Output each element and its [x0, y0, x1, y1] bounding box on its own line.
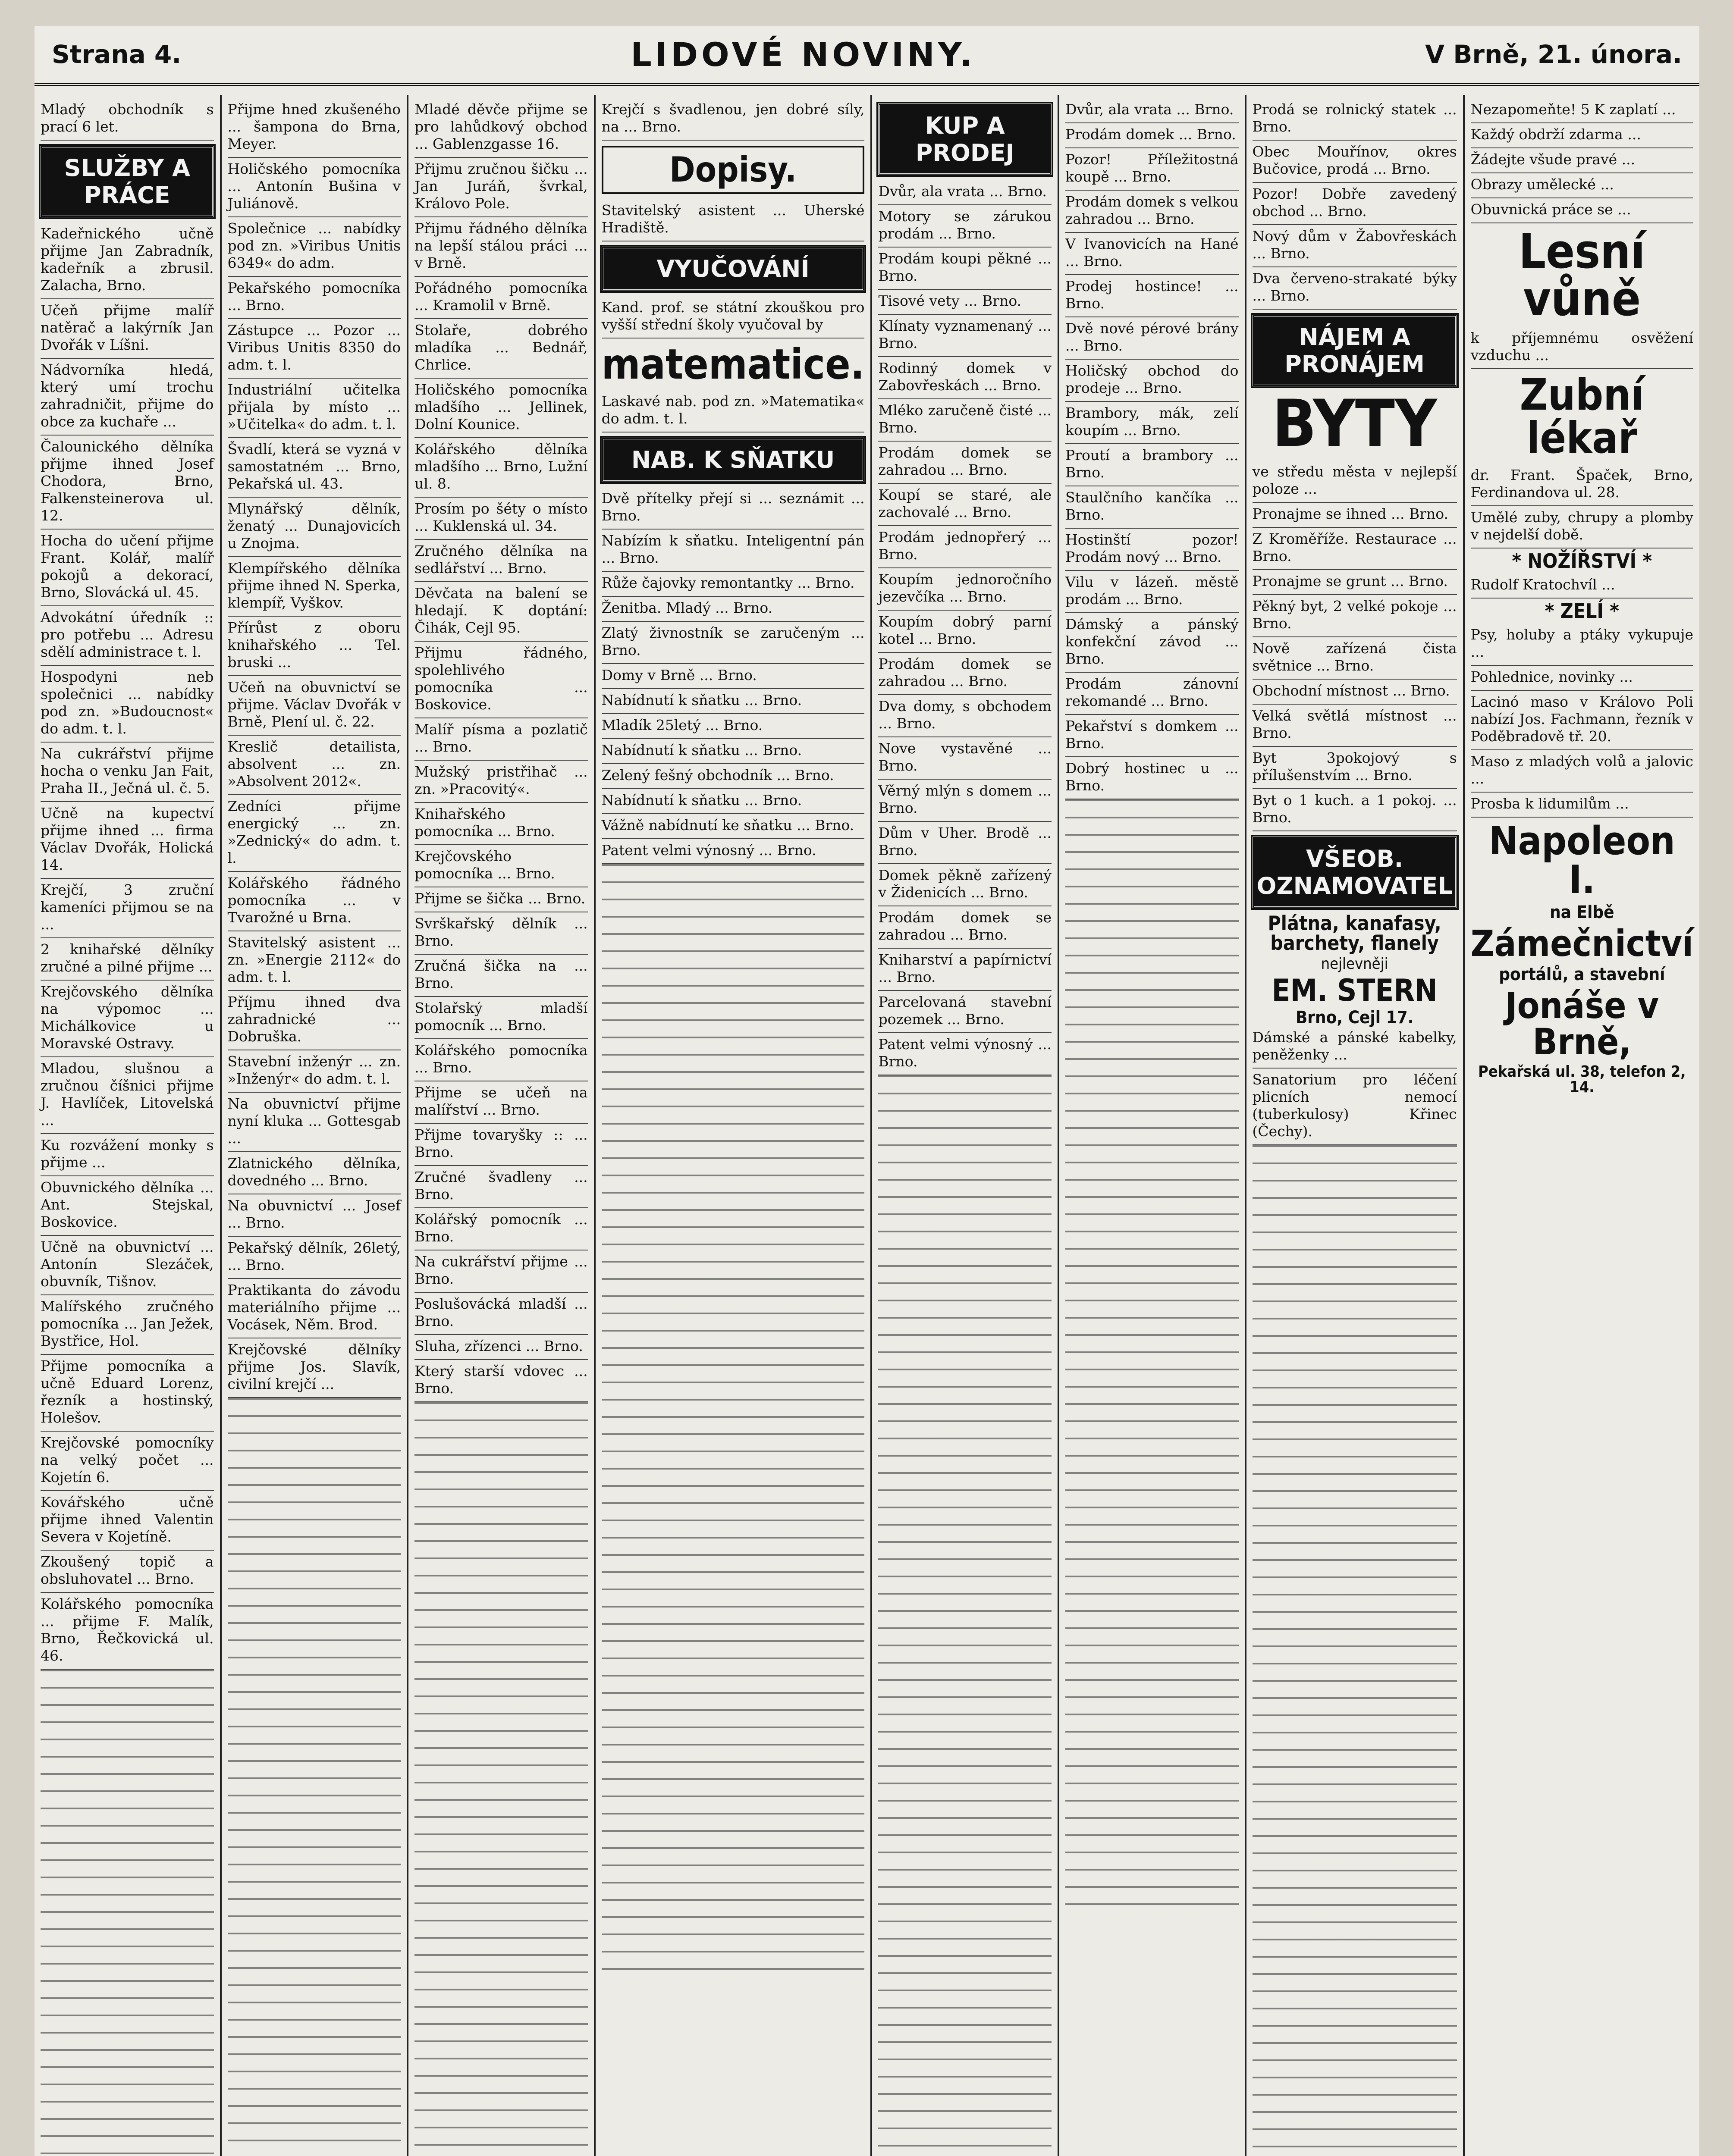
ad: Hocha do učení přijme Frant. Kolář, malíř pokojů a dekorací, Brno, Slovácká ul. 45. [41, 530, 214, 606]
ad: Mladík 25letý ... Brno. [602, 714, 865, 739]
ad: Na cukrářství přijme ... Brno. [414, 1250, 588, 1293]
ad: Rudolf Kratochvíl ... [1471, 573, 1693, 599]
section-banner-kup-prodej: KUP A PRODEJ [878, 103, 1052, 175]
ad: Knihařského pomocníka ... Brno. [414, 803, 588, 845]
ad: Mužský pristřihač ... zn. »Pracovitý«. [414, 761, 588, 803]
ad: Přijme se šička ... Brno. [414, 887, 588, 912]
ad: Z Kroměříže. Restaurace ... Brno. [1253, 528, 1457, 570]
ad: Žádejte všude pravé ... [1471, 148, 1693, 173]
ad: Klempířského dělníka přijme ihned N. Sperka, klempíř, Vyškov. [228, 557, 401, 617]
ad: Přijme se učeň na malířství ... Brno. [414, 1081, 588, 1124]
ad: Byt 3pokojový s přílušenstvím ... Brno. [1253, 747, 1457, 789]
matematika-heading: matematice. [601, 340, 865, 389]
ad: Poslušovácká mladší ... Brno. [414, 1293, 588, 1335]
ad: Vážně nabídnutí ke sňatku ... Brno. [602, 814, 865, 839]
ad: Krejčovské pomocníky na velký počet ... Kojetín 6. [41, 1432, 214, 1491]
ad: Kolářského pomocníka ... přijme F. Malík, Brno, Řečkovická ul. 46. [41, 1593, 214, 1670]
ad: Děvčata na balení se hledají. K doptání: Čihák, Cejl 95. [414, 582, 588, 642]
ad: Patent velmi výnosný ... Brno. [878, 1033, 1052, 1075]
ad: Zedníci přijme energický ... zn. »Zednický« do adm. t. l. [228, 795, 401, 872]
ad: Přírůst z oboru knihařského ... Tel. bruski ... [228, 617, 401, 676]
ad: Kolářského řádného pomocníka ... v Tvarožné u Brna. [228, 872, 401, 931]
ad: Zručného dělníka na sedlářství ... Brno. [414, 540, 588, 582]
ad: Lacinó maso v Královo Poli nabízí Jos. Fachmann, řezník v Poděbradově tř. 20. [1471, 691, 1693, 750]
nozirstvi-heading: * NOŽÍŘSTVÍ * [1512, 549, 1652, 573]
column-5 [872, 95, 1059, 2156]
text-filler [41, 1670, 214, 2156]
ad: Rodinný domek v Zabovřeskách ... Brno. [878, 357, 1052, 399]
ad: Učeň na obuvnictví se přijme. Václav Dvořák v Brně, Plení ul. č. 22. [228, 676, 401, 736]
ad: Nabídnutí k sňatku ... Brno. [602, 739, 865, 764]
ad: Sluha, zřízenci ... Brno. [414, 1335, 588, 1360]
ad: Společnice ... nabídky pod zn. »Viribus Unitis 6349« do adm. [228, 217, 401, 277]
ad: Mléko zaručeně čisté ... Brno. [878, 399, 1052, 442]
ad: Mladou, slušnou a zručnou číšnici přijme J. Havlíček, Litovelská ... [41, 1057, 214, 1134]
ad: Ku rozvážení monky s přijme ... [41, 1134, 214, 1176]
column-4 [596, 95, 873, 2156]
ad: Prodám domek ... Brno. [1065, 123, 1239, 148]
ad: Dvůr, ala vrata ... Brno. [878, 180, 1052, 205]
ad: Učeň přijme malíř natěrač a lakýrník Jan Dvořák v Líšni. [41, 299, 214, 359]
ad: Pronajme se grunt ... Brno. [1253, 570, 1457, 595]
ad: Psy, holuby a ptáky vykupuje ... [1471, 624, 1693, 666]
ad: Pekařský dělník, 26letý, ... Brno. [228, 1237, 401, 1279]
column-3 [408, 95, 596, 2156]
ad: Nezapomeňte! 5 K zaplatí ... [1471, 98, 1693, 123]
ad: Krejčovské dělníky přijme Jos. Slavík, civilní krejčí ... [228, 1338, 401, 1398]
ad: Zlatnického dělníka, dovedného ... Brno. [228, 1152, 401, 1194]
ad: Pekařského pomocníka ... Brno. [228, 277, 401, 319]
ad: k příjemnému osvěžení vzduchu ... [1471, 327, 1693, 369]
column-6 [1059, 95, 1246, 2156]
ad: Ženitba. Mladý ... Brno. [602, 597, 865, 622]
jonase-heading: Jonáše v Brně, [1505, 984, 1659, 1063]
stern-name: EM. STERN [1271, 973, 1438, 1008]
ad: Prosím po šéty o místo ... Kuklenská ul. 34. [414, 498, 588, 540]
ad: Nový dům v Žabovřeskách ... Brno. [1253, 225, 1457, 267]
ad: Dvě nové pérové brány ... Brno. [1065, 317, 1239, 360]
ad: Prodej hostince! ... Brno. [1065, 275, 1239, 317]
column-1 [35, 95, 222, 2156]
newspaper-title: LIDOVÉ NOVINY. [631, 35, 976, 74]
ad: Zástupce ... Pozor ... Viribus Unitis 8350 do adm. t. l. [228, 319, 401, 379]
zeli-heading: * ZELÍ * [1545, 599, 1619, 623]
zamecnictvi-subheading: portálů, a stavební [1499, 965, 1665, 984]
text-filler [1065, 799, 1239, 1921]
ad: Pořádného pomocníka ... Kramolil v Brně. [414, 277, 588, 319]
ad: Laskavé nab. pod zn. »Matematika« do adm. t. l. [602, 390, 865, 432]
column-8 [1465, 95, 1699, 2156]
ad: 2 knihařské dělníky zručné a pilné přijme ... [41, 938, 214, 981]
ad: Advokátní úředník :: pro potřebu ... Adresu sdělí administrace t. l. [41, 606, 214, 666]
ad: Obchodní místnost ... Brno. [1253, 680, 1457, 705]
ad: V Ivanovicích na Hané ... Brno. [1065, 233, 1239, 275]
jonase-address: Pekařská ul. 38, telefon 2, 14. [1478, 1063, 1686, 1096]
ad: Klínaty vyznamenaný ... Brno. [878, 315, 1052, 357]
ad: Parcelovaná stavební pozemek ... Brno. [878, 991, 1052, 1033]
columns [35, 95, 1699, 2156]
ad: Maso z mladých volů a jalovic ... [1471, 750, 1693, 793]
section-banner-vyucovani: VYUČOVÁNÍ [602, 247, 865, 291]
ad: Pronajme se ihned ... Brno. [1253, 503, 1457, 528]
ad: Holičského pomocníka mladšího ... Jellinek, Dolní Kounice. [414, 379, 588, 438]
ad: Zkoušený topič a obsluhovatel ... Brno. [41, 1551, 214, 1593]
ad: Na cukrářství přijme hocha o venku Jan Fait, Praha II., Ječná ul. č. 5. [41, 743, 214, 802]
ad: Tisové vety ... Brno. [878, 290, 1052, 315]
page-header [35, 26, 1699, 86]
ad: Dvě přítelky přejí si ... seznámit ... Brno. [602, 487, 865, 530]
ad: Malíř písma a pozlatič ... Brno. [414, 718, 588, 761]
ad: Prodám domek se zahradou ... Brno. [878, 442, 1052, 484]
ad: Na obuvnictví přijme nyní kluka ... Gottesgab ... [228, 1093, 401, 1152]
ad: Sanatorium pro léčení plicních nemocí (tuberkulosy) Křinec (Čechy). [1253, 1069, 1457, 1145]
ad: dr. Frant. Špaček, Brno, Ferdinandova ul. 28. [1471, 464, 1693, 506]
ad: Švadlí, která se vyzná v samostatném ... Brno, Pekařská ul. 43. [228, 438, 401, 498]
ad: Proutí a brambory ... Brno. [1065, 444, 1239, 486]
ad: Krejčovského dělníka na výpomoc ... Michálkovice u Moravské Ostravy. [41, 981, 214, 1057]
ad: Obec Mouřínov, okres Bučovice, prodá ... Brno. [1253, 141, 1457, 183]
ad: Mladý obchodník s prací 6 let. [41, 98, 214, 141]
ad: Čalounického dělníka přijme ihned Josef Chodora, Brno, Falkensteinerova ul. 12. [41, 436, 214, 530]
lesni-vune-heading: Lesní vůně [1519, 224, 1645, 326]
fabrics-subheading: nejlevněji [1321, 955, 1388, 973]
text-filler [228, 1398, 401, 2156]
ad: Velká světlá místnost ... Brno. [1253, 705, 1457, 747]
newspaper-page [35, 26, 1699, 2156]
ad: Staulčního kančíka ... Brno. [1065, 486, 1239, 529]
ad: Domy v Brně ... Brno. [602, 664, 865, 689]
ad: Prodá se rolnický statek ... Brno. [1253, 98, 1457, 141]
ad: Učně na kupectví přijme ihned ... firma Václav Dvořák, Holická 14. [41, 802, 214, 879]
ad: Motory se zárukou prodám ... Brno. [878, 205, 1052, 248]
ad: Koupím dobrý parní kotel ... Brno. [878, 611, 1052, 653]
ad: Hostinští pozor! Prodám nový ... Brno. [1065, 529, 1239, 571]
page-number: Strana 4. [52, 40, 182, 69]
ad: Industriální učitelka přijala by místo ... »Učitelka« do adm. t. l. [228, 379, 401, 438]
ad: Zlatý živnostník se zaručeným ... Brno. [602, 622, 865, 664]
text-filler [1253, 1145, 1457, 2156]
ad: Dámský a pánský konfekční závod ... Brno. [1065, 613, 1239, 673]
ad: Zelený fešný obchodník ... Brno. [602, 764, 865, 789]
ad: Mlynářský dělník, ženatý ... Dunajovicích u Znojma. [228, 498, 401, 557]
ad: Zručná šička na ... Brno. [414, 955, 588, 997]
ad: Praktikanta do závodu materiálního přijme ... Vocásek, Něm. Brod. [228, 1279, 401, 1338]
ad: Každý obdrží zdarma ... [1471, 123, 1693, 148]
ad: Nabídnutí k sňatku ... Brno. [602, 789, 865, 814]
ad: Stavitelský asistent ... Uherské Hradiště. [602, 199, 865, 241]
ad: Prodám koupi pěkné ... Brno. [878, 248, 1052, 290]
ad: Pozor! Dobře zavedený obchod ... Brno. [1253, 183, 1457, 225]
ad: ve středu města v nejlepší poloze ... [1253, 461, 1457, 503]
ad: Kolářský pomocník ... Brno. [414, 1208, 588, 1250]
ad: Přijmu řádného dělníka na lepší stálou práci ... v Brně. [414, 217, 588, 277]
ad: Stavitelský asistent ... zn. »Energie 2112« do adm. t. l. [228, 931, 401, 991]
ad: Obrazy umělecké ... [1471, 173, 1693, 198]
ad: Vilu v lázeň. městě prodám ... Brno. [1065, 571, 1239, 613]
column-7 [1246, 95, 1465, 2156]
section-banner-sluzby: SLUŽBY A PRÁCE [41, 146, 214, 217]
ad: Brambory, mák, zelí koupím ... Brno. [1065, 402, 1239, 444]
zubni-lekar-heading: Zubní lékař [1520, 370, 1645, 463]
text-filler [414, 1402, 588, 2156]
ad: Pekařství s domkem ... Brno. [1065, 715, 1239, 757]
column-2 [222, 95, 409, 2156]
dopisy-heading: Dopisy. [602, 146, 865, 194]
text-filler [878, 1075, 1052, 2156]
ad: Nádvorníka hledá, který umí trochu zahradničit, přijme do obce za kuchaře ... [41, 359, 214, 436]
ad: Obuvnická práce se ... [1471, 198, 1693, 223]
ad: Příjmu ihned dva zahradnické ... Dobruška. [228, 991, 401, 1050]
ad: Dům v Uher. Brodě ... Brno. [878, 822, 1052, 864]
ad: Krejčovského pomocníka ... Brno. [414, 845, 588, 887]
ad: Svrškařský dělník ... Brno. [414, 912, 588, 955]
issue-date: V Brně, 21. února. [1425, 40, 1682, 69]
ad: Obuvnického dělníka ... Ant. Stejskal, Boskovice. [41, 1176, 214, 1236]
ad: Přijmu zručnou šičku ... Jan Juráň, švrkal, Královo Pole. [414, 158, 588, 217]
ad: Malířského zručného pomocníka ... Jan Ježek, Bystřice, Hol. [41, 1295, 214, 1355]
ad: Věrný mlýn s domem ... Brno. [878, 780, 1052, 822]
ad: Prodám domek se zahradou ... Brno. [878, 653, 1052, 695]
napoleon-subheading: na Elbě [1550, 903, 1614, 922]
ad: Koupí se staré, ale zachovalé ... Brno. [878, 484, 1052, 526]
ad: Stavební inženýr ... zn. »Inženýr« do adm. t. l. [228, 1050, 401, 1093]
ad: Holičský obchod do prodeje ... Brno. [1065, 360, 1239, 402]
byty-heading: BYTY [1272, 386, 1437, 461]
ad: Přijme tovaryšky :: ... Brno. [414, 1124, 588, 1166]
ad: Prodám domek s velkou zahradou ... Brno. [1065, 191, 1239, 233]
ad: Pěkný byt, 2 velké pokoje ... Brno. [1253, 595, 1457, 637]
ad: Kand. prof. se státní zkouškou pro vyšší střední školy vyučoval by [602, 296, 865, 338]
ad: Nově zařízená čista světnice ... Brno. [1253, 637, 1457, 680]
ad: Mladé děvče přijme se pro lahůdkový obchod ... Gablenzgasse 16. [414, 98, 588, 158]
section-banner-snatky: NAB. K SŇATKU [602, 438, 865, 482]
ad: Prodám domek se zahradou ... Brno. [878, 906, 1052, 949]
ad: Prodám jednopřerý ... Brno. [878, 526, 1052, 568]
ad: Holičského pomocníka ... Antonín Bušina v Juliánově. [228, 158, 401, 217]
ad: Kniharství a papírnictví ... Brno. [878, 949, 1052, 991]
ad: Kadeřnického učně přijme Jan Zabradník, kadeřník a zbrusil. Zalacha, Brno. [41, 222, 214, 299]
ad: Pohlednice, novinky ... [1471, 666, 1693, 691]
ad: Přijmu řádného, spolehlivého pomocníka ... Boskovice. [414, 642, 588, 718]
ad: Přijme pomocníka a učně Eduard Lorenz, řezník a hostinský, Holešov. [41, 1355, 214, 1432]
ad: Dobrý hostinec u ... Brno. [1065, 757, 1239, 799]
ad: Zručné švadleny ... Brno. [414, 1166, 588, 1208]
ad: Stolaře, dobrého mladíka ... Bednář, Chrlice. [414, 319, 588, 379]
section-banner-najem: NÁJEM A PRONÁJEM [1253, 315, 1457, 386]
ad: Koupím jednoročního jezevčíka ... Brno. [878, 568, 1052, 611]
ad: Byt o 1 kuch. a 1 pokoj. ... Brno. [1253, 789, 1457, 831]
napoleon-heading: Napoleon I. [1488, 818, 1675, 903]
ad: Stolařský mladší pomocník ... Brno. [414, 997, 588, 1039]
ad: Dvůr, ala vrata ... Brno. [1065, 98, 1239, 123]
ad: Kolářského pomocníka ... Brno. [414, 1039, 588, 1081]
fabrics-heading: Plátna, kanafasy, barchety, flanely [1268, 912, 1441, 955]
ad: Hospodyni neb společnici ... nabídky pod zn. »Budoucnost« do adm. t. l. [41, 666, 214, 743]
ad: Domek pěkně zařízený v Židenicích ... Brno. [878, 864, 1052, 906]
ad: Dva domy, s obchodem ... Brno. [878, 695, 1052, 737]
text-filler [602, 864, 865, 1985]
ad: Dámské a pánské kabelky, peněženky ... [1253, 1026, 1457, 1069]
ad: Umělé zuby, chrupy a plomby v nejdelší době. [1471, 506, 1693, 548]
ad: Na obuvnictví ... Josef ... Brno. [228, 1194, 401, 1237]
zamecnictvi-heading: Zámečnictví [1470, 922, 1693, 965]
ad: Nabídnutí k sňatku ... Brno. [602, 689, 865, 714]
ad: Krejčí, 3 zruční kameníci přijmou se na ... [41, 879, 214, 938]
ad: Kreslič detailista, absolvent ... zn. »Absolvent 2012«. [228, 736, 401, 795]
ad: Kovářského učně přijme ihned Valentin Severa v Kojetíně. [41, 1491, 214, 1551]
ad: Dva červeno-strakaté býky ... Brno. [1253, 267, 1457, 310]
ad: Nove vystavěné ... Brno. [878, 737, 1052, 780]
ad: Učně na obuvnictví ... Antonín Slezáček, obuvník, Tišnov. [41, 1236, 214, 1295]
ad: Patent velmi výnosný ... Brno. [602, 839, 865, 864]
ad: Růže čajovky remontantky ... Brno. [602, 572, 865, 597]
ad: Prodám zánovní rekomandé ... Brno. [1065, 673, 1239, 715]
ad: Nabízím k sňatku. Inteligentní pán ... Brno. [602, 530, 865, 572]
ad: Krejčí s švadlenou, jen dobré síly, na ... Brno. [602, 98, 865, 141]
ad: Pozor! Příležitostná koupě ... Brno. [1065, 148, 1239, 191]
ad: Který starší vdovec ... Brno. [414, 1360, 588, 1402]
ad: Kolářského dělníka mladšího ... Brno, Lužní ul. 8. [414, 438, 588, 498]
ad: Prosba k lidumilům ... [1471, 793, 1693, 818]
ad: Přijme hned zkušeného ... šampona do Brna, Meyer. [228, 98, 401, 158]
stern-address: Brno, Cejl 17. [1295, 1008, 1414, 1028]
section-banner-oznamovatel: VŠEOB. OZNAMOVATEL [1253, 837, 1457, 908]
